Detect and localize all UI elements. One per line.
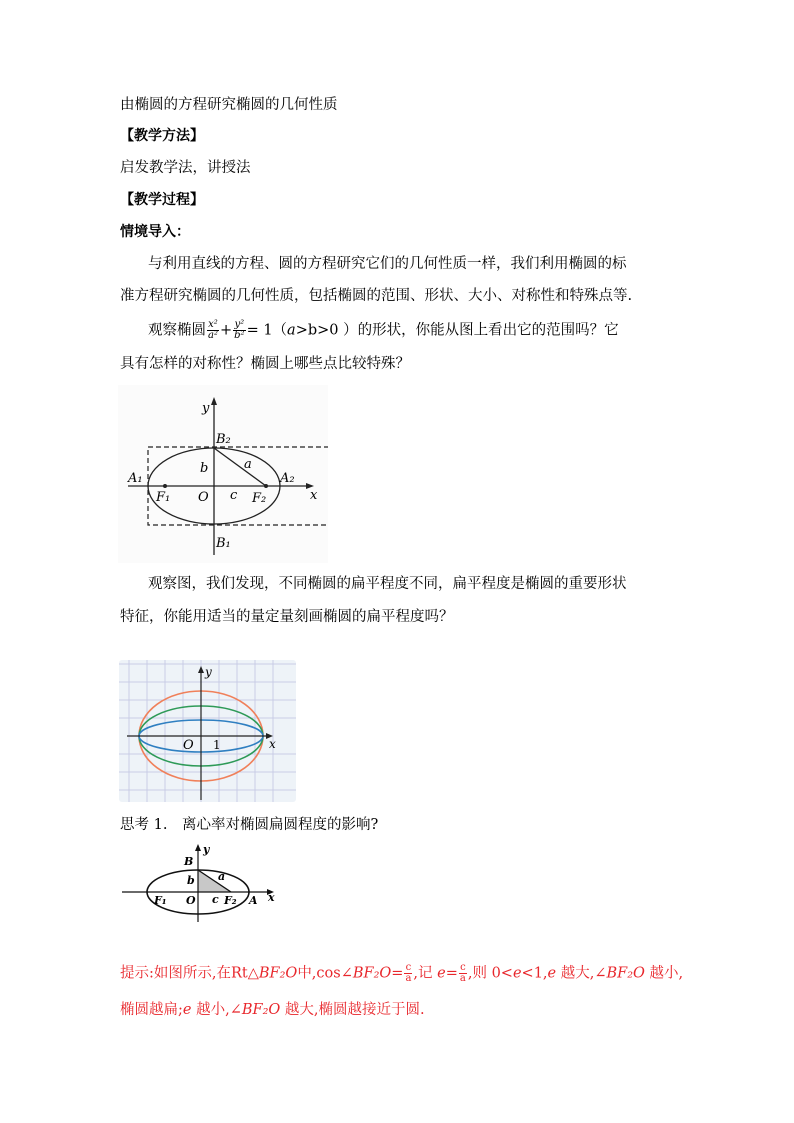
- label-c: c: [212, 893, 219, 906]
- ellipse-figure-1: [118, 385, 328, 563]
- ellipses-grid-figure: [119, 660, 296, 802]
- label-y: y: [203, 843, 210, 856]
- para2-line1: [148, 320, 619, 341]
- label-y: y: [202, 401, 210, 416]
- eq-x-frac: $\frac{\text{x²}}{\text{a²}}$: [208, 319, 218, 341]
- label-x: x: [269, 737, 276, 751]
- label-b2: B₂: [216, 432, 231, 447]
- label-c: c: [230, 488, 238, 503]
- label-b: b: [187, 874, 195, 887]
- label-b1: B₁: [216, 536, 231, 551]
- label-o: O: [198, 490, 209, 505]
- label-o: O: [183, 738, 194, 753]
- hint-frac-1: $\frac{c}{a}$: [405, 962, 412, 984]
- label-b-point: B: [184, 855, 194, 868]
- method-text: 启发教学法，讲授法: [120, 160, 251, 176]
- label-a: a: [218, 870, 226, 883]
- para3-line2: 特征，你能用适当的量定量刻画椭圆的扁平程度吗？: [120, 609, 454, 625]
- label-f2: F₂: [252, 491, 267, 506]
- hint-line2: 椭圆越扁;e 越小,∠BF₂O 越大,椭圆越接近于圆.: [120, 1002, 425, 1018]
- label-x: x: [268, 891, 275, 904]
- para1-line1: 与利用直线的方程、圆的方程研究它们的几何性质一样，我们利用椭圆的标: [148, 256, 627, 272]
- para1-line2: 准方程研究椭圆的几何性质，包括椭圆的范围、形状、大小、对称性和特殊点等.: [120, 288, 633, 304]
- label-a: a: [244, 457, 252, 472]
- label-x: x: [310, 488, 318, 503]
- para2-line2: 具有怎样的对称性？椭圆上哪些点比较特殊？: [120, 356, 410, 372]
- cond-a: a: [287, 322, 296, 339]
- label-a-point: A: [249, 894, 258, 907]
- label-f1: F₁: [156, 490, 171, 505]
- ellipse-figure-3: [118, 842, 278, 924]
- think1-text: 思考 1. 离心率对椭圆扁圆程度的影响?: [120, 817, 379, 833]
- hint-line1: 提示:如图所示,在Rt△BF₂O中,cos∠BF₂O= $\frac{c}{a}$ ,记 e= $\frac{c}{a}$ ,则 0<e<1,e 越大,∠BF₂O 越小,: [120, 962, 684, 984]
- label-a2: A₂: [280, 471, 295, 486]
- hint-frac-2: $\frac{c}{a}$: [459, 962, 466, 984]
- label-b: b: [200, 461, 209, 476]
- label-f2: F₂: [224, 894, 237, 907]
- intro-heading: 情境导入：: [120, 224, 190, 240]
- focus-f1: [163, 484, 167, 488]
- method-heading: 【教学方法】: [120, 128, 204, 144]
- label-f1: F₁: [154, 894, 167, 907]
- goal-text: 由椭圆的方程研究椭圆的几何性质: [120, 97, 338, 113]
- label-one: 1: [213, 738, 221, 752]
- para3-line1: 观察图，我们发现，不同椭圆的扁平程度不同，扁平程度是椭圆的重要形状: [148, 576, 627, 592]
- eq-y-frac: $\frac{\text{y²}}{\text{b²}}$: [234, 319, 245, 341]
- label-o: O: [186, 894, 196, 907]
- para2-prefix: 观察椭圆: [148, 322, 206, 339]
- process-heading: 【教学过程】: [120, 192, 204, 208]
- cond-rest: >b>0 ）的形状，你能从图上看出它的范围吗？它: [295, 322, 619, 339]
- label-y: y: [205, 665, 212, 679]
- focus-f2: [264, 484, 268, 488]
- label-a1: A₁: [128, 471, 143, 486]
- eq-plus: +: [219, 322, 233, 339]
- eq-equals: = 1（: [246, 322, 288, 339]
